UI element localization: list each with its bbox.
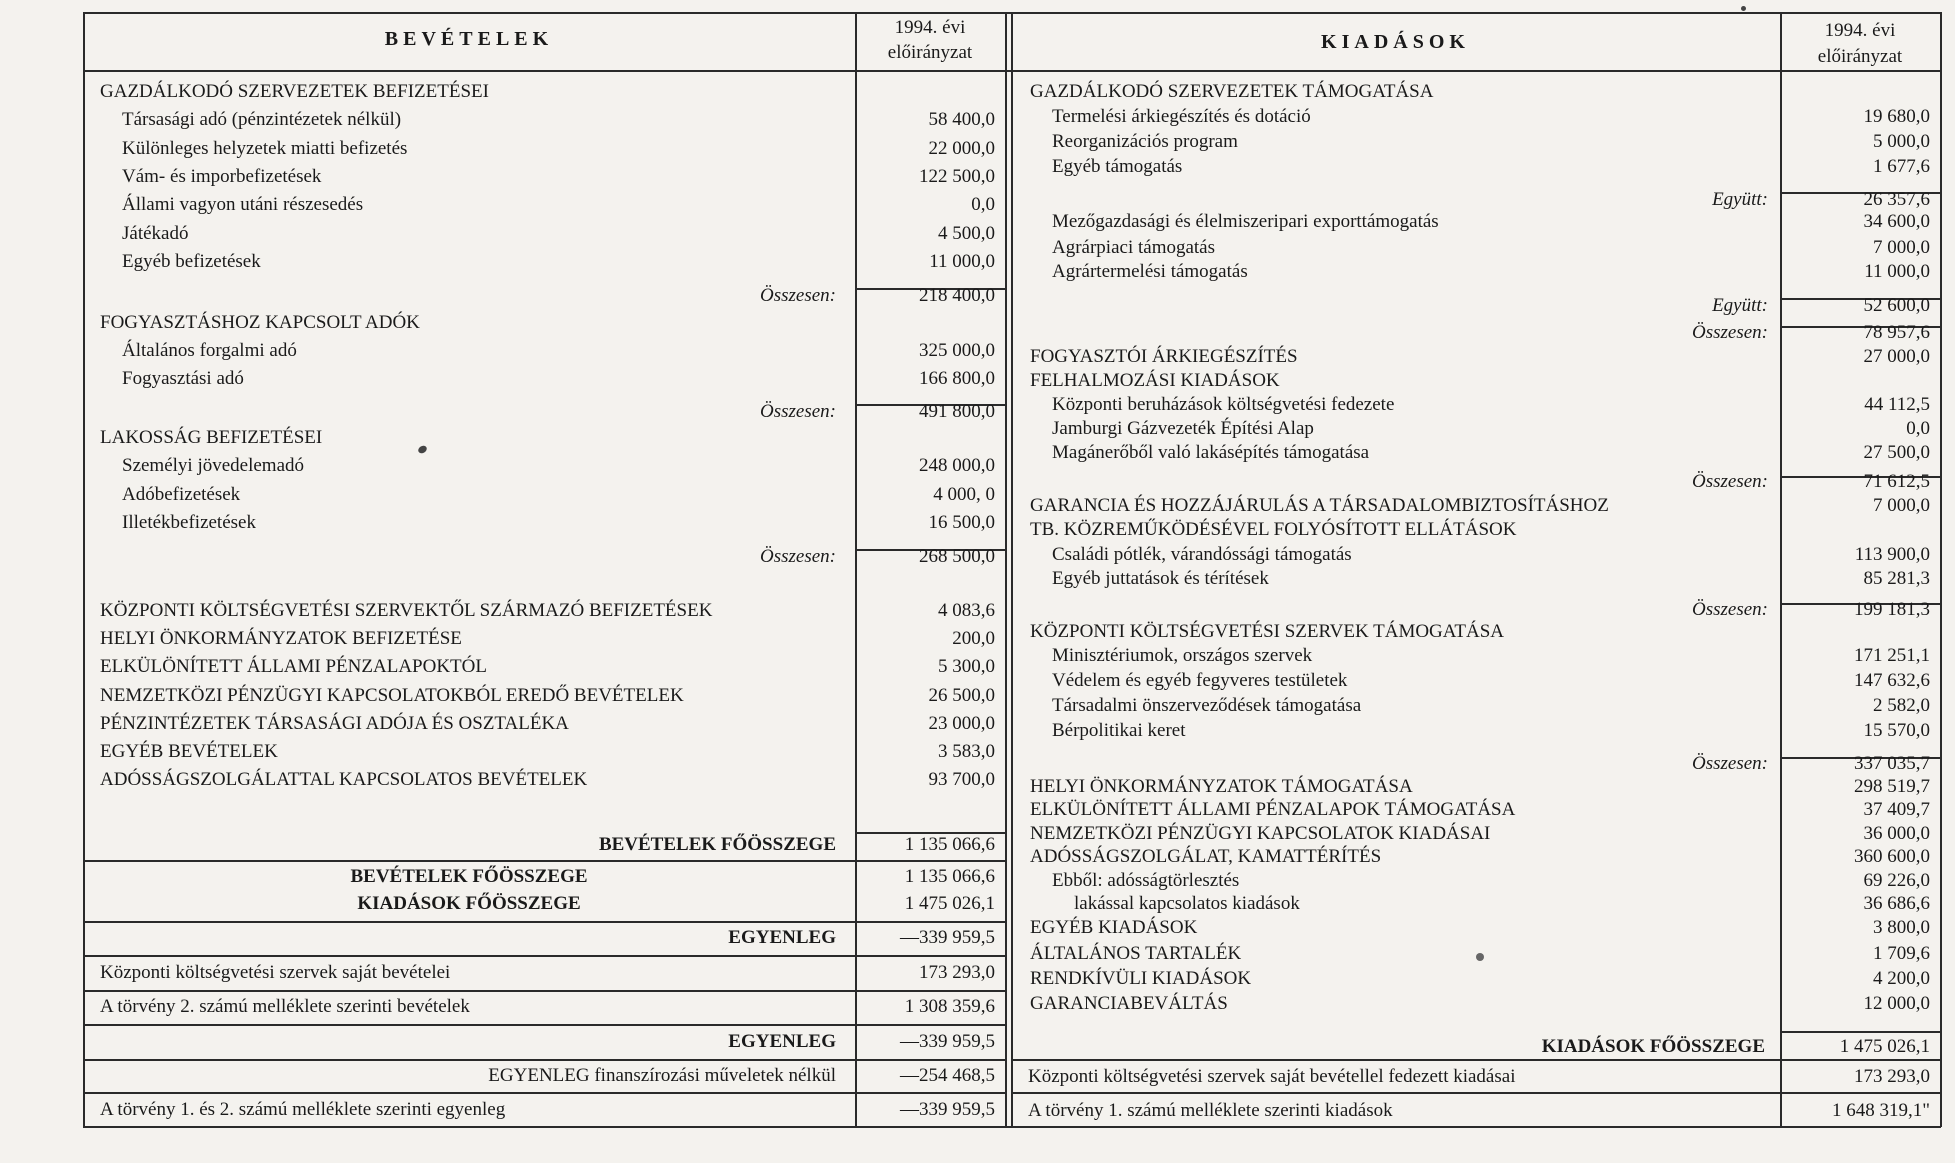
revenue-row-value: 4 000, 0: [933, 484, 995, 505]
annex2-revenue-label: A törvény 2. számú melléklete szerinti bevételek: [100, 996, 470, 1017]
expenditure-row-label: Minisztériumok, országos szervek: [1052, 645, 1313, 666]
balance-value-2: —339 959,5: [900, 1031, 995, 1052]
revenue-row-value: 268 500,0: [919, 546, 995, 567]
scan-speck: [1476, 953, 1484, 961]
balance-value-3: —254 468,5: [900, 1065, 995, 1086]
revenue-row-value: 325 000,0: [919, 340, 995, 361]
header-bottom-line: [83, 70, 1941, 72]
expenditure-header: KIADÁSOK: [1321, 31, 1470, 53]
expenditure-row-label: ÁLTALÁNOS TARTALÉK: [1030, 943, 1242, 964]
annex1-expenditure-value: 1 648 319,1": [1831, 1100, 1930, 1121]
column-divider-right: [1011, 12, 1013, 1127]
revenue-row-value: 3 583,0: [938, 741, 995, 762]
expenditure-row-value: 1 709,6: [1873, 943, 1930, 964]
revenue-subtotal-label: Összesen:: [760, 285, 836, 306]
expenditure-row-value: 27 500,0: [1863, 442, 1930, 463]
expenditure-row-label: Magánerőből való lakásépítés támogatása: [1052, 442, 1370, 463]
revenue-row-value: 93 700,0: [928, 769, 995, 790]
revenue-row-label: KÖZPONTI KÖLTSÉGVETÉSI SZERVEKTŐL SZÁRMAZÓ BEFIZETÉSEK: [100, 600, 713, 621]
annex1-expenditure-label: A törvény 1. számú melléklete szerinti kiadások: [1028, 1100, 1393, 1121]
expenditure-row-value: 7 000,0: [1873, 237, 1930, 258]
revenue-row-value: 122 500,0: [919, 166, 995, 187]
own-revenue-label: Központi költségvetési szervek saját bevételei: [100, 962, 451, 983]
expenditure-row-value: 4 200,0: [1873, 968, 1930, 989]
expenditure-subtotal-label: Összesen:: [1692, 471, 1768, 492]
expenditure-row-label: Mezőgazdasági és élelmiszeripari exporttámogatás: [1052, 211, 1439, 232]
expenditure-row-label: NEMZETKÖZI PÉNZÜGYI KAPCSOLATOK KIADÁSAI: [1030, 823, 1491, 844]
revenue-row-value: 0,0: [971, 194, 995, 215]
own-revenue-value: 173 293,0: [919, 962, 995, 983]
annex2-revenue-value: 1 308 359,6: [904, 996, 995, 1017]
revenue-row-value: 4 500,0: [938, 223, 995, 244]
revenue-row-label: Vám- és imporbefizetések: [122, 166, 322, 187]
left-rule-1: [83, 860, 1005, 862]
revenue-row-label: NEMZETKÖZI PÉNZÜGYI KAPCSOLATOKBÓL EREDŐ BEVÉTELEK: [100, 685, 684, 706]
expenditure-row-value: 199 181,3: [1854, 599, 1930, 620]
left-rule-7: [83, 1092, 1005, 1094]
expenditure-row-label: Egyéb támogatás: [1052, 156, 1183, 177]
right-subtotal-line-7: [1780, 1031, 1940, 1033]
balance-label-4: A törvény 1. és 2. számú melléklete szerinti egyenleg: [100, 1099, 506, 1120]
revenue-row-label: LAKOSSÁG BEFIZETÉSEI: [100, 427, 323, 448]
expenditure-row-value: 26 357,6: [1863, 189, 1930, 210]
expenditure-total-value: 1 475 026,1: [1839, 1036, 1930, 1057]
expenditure-row-value: 0,0: [1906, 418, 1930, 439]
expenditure-row-label: lakással kapcsolatos kiadások: [1074, 893, 1300, 914]
expenditure-row-value: 360 600,0: [1854, 846, 1930, 867]
expenditure-row-value: 19 680,0: [1863, 106, 1930, 127]
scan-speck: [417, 444, 428, 455]
revenue-row-value: 200,0: [952, 628, 995, 649]
revenue-row-value: 22 000,0: [928, 138, 995, 159]
left-year-header: 1994. évi: [894, 17, 966, 38]
right-rule-1: [1011, 1059, 1941, 1061]
revenue-row-label: HELYI ÖNKORMÁNYZATOK BEFIZETÉSE: [100, 628, 462, 649]
expenditure-row-value: 15 570,0: [1863, 720, 1930, 741]
revenue-row-value: 491 800,0: [919, 401, 995, 422]
revenue-row-value: 26 500,0: [928, 685, 995, 706]
expenditure-row-label: Agrárpiaci támogatás: [1052, 237, 1216, 258]
left-rule-3: [83, 955, 1005, 957]
revenue-row-value: 16 500,0: [928, 512, 995, 533]
revenue-row-label: Illetékbefizetések: [122, 512, 256, 533]
expenditure-row-value: 85 281,3: [1863, 568, 1930, 589]
expenditure-row-value: 113 900,0: [1854, 544, 1930, 565]
expenditure-row-value: 1 677,6: [1873, 156, 1930, 177]
revenue-row-label: Különleges helyzetek miatti befizetés: [122, 138, 408, 159]
expenditure-row-value: 44 112,5: [1864, 394, 1930, 415]
revenue-row-value: 218 400,0: [919, 285, 995, 306]
expenditure-row-label: GARANCIA ÉS HOZZÁJÁRULÁS A TÁRSADALOMBIZTOSÍTÁSHOZ: [1030, 495, 1609, 516]
revenue-row-value: 23 000,0: [928, 713, 995, 734]
expenditure-row-label: Központi beruházások költségvetési fedezete: [1052, 394, 1395, 415]
left-estimate-header: előirányzat: [887, 42, 973, 63]
expenditure-row-value: 52 600,0: [1863, 295, 1930, 316]
expenditure-row-label: GARANCIABEVÁLTÁS: [1030, 993, 1228, 1014]
revenue-row-label: Adóbefizetések: [122, 484, 241, 505]
expenditure-row-value: 5 000,0: [1873, 131, 1930, 152]
left-rule-4: [83, 990, 1005, 992]
revenue-row-label: Társasági adó (pénzintézetek nélkül): [122, 109, 402, 130]
balance-value-1: —339 959,5: [900, 927, 995, 948]
expenditure-row-label: Társadalmi önszerveződések támogatása: [1052, 695, 1362, 716]
summary-revenue-label: BEVÉTELEK FŐÖSSZEGE: [350, 866, 588, 887]
revenue-row-label: PÉNZINTÉZETEK TÁRSASÁGI ADÓJA ÉS OSZTALÉKA: [100, 713, 569, 734]
expenditure-row-value: 36 686,6: [1863, 893, 1930, 914]
expenditure-total-label: KIADÁSOK FŐÖSSZEGE: [1541, 1036, 1765, 1057]
revenue-row-label: FOGYASZTÁSHOZ KAPCSOLT ADÓK: [100, 312, 420, 333]
summary-revenue-value: 1 135 066,6: [904, 866, 995, 887]
balance-value-4: —339 959,5: [900, 1099, 995, 1120]
expenditure-row-label: Termelési árkiegészítés és dotáció: [1052, 106, 1311, 127]
expenditure-subtotal-label: Összesen:: [1692, 753, 1768, 774]
revenue-row-label: Általános forgalmi adó: [122, 340, 297, 361]
left-rule-5: [83, 1024, 1005, 1026]
revenue-row-label: ELKÜLÖNÍTETT ÁLLAMI PÉNZALAPOKTÓL: [100, 656, 487, 677]
revenue-row-label: Játékadó: [122, 223, 189, 244]
expenditure-row-value: 298 519,7: [1854, 776, 1930, 797]
own-expenditure-value: 173 293,0: [1854, 1066, 1930, 1087]
revenue-row-label: Személyi jövedelemadó: [122, 455, 305, 476]
right-estimate-header: előirányzat: [1817, 46, 1903, 67]
expenditure-row-label: Bérpolitikai keret: [1052, 720, 1186, 741]
revenue-row-label: Egyéb befizetések: [122, 251, 261, 272]
revenue-total-label: BEVÉTELEK FŐÖSSZEGE: [598, 834, 836, 855]
expenditure-subtotal-label: Összesen:: [1692, 599, 1768, 620]
summary-expenditure-label: KIADÁSOK FŐÖSSZEGE: [357, 893, 581, 914]
expenditure-row-value: 7 000,0: [1873, 495, 1930, 516]
expenditure-row-value: 11 000,0: [1864, 261, 1930, 282]
expenditure-subtotal-label: Összesen:: [1692, 322, 1768, 343]
right-year-header: 1994. évi: [1824, 20, 1896, 41]
expenditure-row-value: 27 000,0: [1863, 346, 1930, 367]
expenditure-row-value: 147 632,6: [1854, 670, 1930, 691]
expenditure-row-label: RENDKÍVÜLI KIADÁSOK: [1030, 968, 1252, 989]
expenditure-row-value: 171 251,1: [1854, 645, 1930, 666]
revenue-row-label: Fogyasztási adó: [122, 368, 244, 389]
own-expenditure-label: Központi költségvetési szervek saját bevétellel fedezett kiadásai: [1028, 1066, 1516, 1087]
expenditure-row-label: Családi pótlék, várandóssági támogatás: [1052, 544, 1352, 565]
expenditure-row-value: 2 582,0: [1873, 695, 1930, 716]
expenditure-row-label: Egyéb juttatások és térítések: [1052, 568, 1269, 589]
expenditure-row-value: 69 226,0: [1863, 870, 1930, 891]
expenditure-row-label: FOGYASZTÓI ÁRKIEGÉSZÍTÉS: [1030, 346, 1298, 367]
left-rule-2: [83, 921, 1005, 923]
scan-speck: [1741, 6, 1746, 11]
expenditure-row-label: Ebből: adósságtörlesztés: [1052, 870, 1240, 891]
revenue-row-label: Állami vagyon utáni részesedés: [122, 194, 364, 215]
frame-left: [83, 12, 85, 1127]
expenditure-row-label: Agrártermelési támogatás: [1052, 261, 1248, 282]
expenditure-row-label: TB. KÖZREMŰKÖDÉSÉVEL FOLYÓSÍTOTT ELLÁTÁSOK: [1030, 519, 1517, 540]
revenue-row-value: 166 800,0: [919, 368, 995, 389]
expenditure-row-label: EGYÉB KIADÁSOK: [1030, 917, 1198, 938]
expenditure-row-value: 3 800,0: [1873, 917, 1930, 938]
expenditure-row-value: 337 035,7: [1854, 753, 1930, 774]
expenditure-row-label: ADÓSSÁGSZOLGÁLAT, KAMATTÉRÍTÉS: [1030, 846, 1382, 867]
expenditure-subtotal-label: Együtt:: [1712, 189, 1768, 210]
expenditure-row-value: 71 612,5: [1863, 471, 1930, 492]
revenue-row-value: 5 300,0: [938, 656, 995, 677]
expenditure-row-value: 36 000,0: [1863, 823, 1930, 844]
balance-label-1: EGYENLEG: [728, 927, 836, 948]
expenditure-row-label: HELYI ÖNKORMÁNYZATOK TÁMOGATÁSA: [1030, 776, 1413, 797]
revenue-row-value: 11 000,0: [929, 251, 995, 272]
expenditure-row-label: Védelem és egyéb fegyveres testületek: [1052, 670, 1348, 691]
revenue-subtotal-label: Összesen:: [760, 401, 836, 422]
revenue-row-label: GAZDÁLKODÓ SZERVEZETEK BEFIZETÉSEI: [100, 81, 489, 102]
revenue-row-label: EGYÉB BEVÉTELEK: [100, 741, 278, 762]
expenditure-row-label: GAZDÁLKODÓ SZERVEZETEK TÁMOGATÁSA: [1030, 81, 1434, 102]
right-rule-2: [1011, 1092, 1941, 1094]
expenditure-row-label: Jamburgi Gázvezeték Építési Alap: [1052, 418, 1314, 439]
revenue-total-value: 1 135 066,6: [904, 834, 995, 855]
revenue-subtotal-label: Összesen:: [760, 546, 836, 567]
revenue-header: BEVÉTELEK: [384, 28, 554, 50]
expenditure-row-value: 37 409,7: [1863, 799, 1930, 820]
frame-right: [1940, 12, 1942, 1127]
balance-label-3: EGYENLEG finanszírozási műveletek nélkül: [488, 1065, 836, 1086]
expenditure-row-value: 78 957,6: [1863, 322, 1930, 343]
summary-expenditure-value: 1 475 026,1: [904, 893, 995, 914]
balance-label-2: EGYENLEG: [728, 1031, 836, 1052]
expenditure-row-label: ELKÜLÖNÍTETT ÁLLAMI PÉNZALAPOK TÁMOGATÁSA: [1030, 799, 1516, 820]
left-rule-6: [83, 1059, 1005, 1061]
expenditure-row-value: 12 000,0: [1863, 993, 1930, 1014]
revenue-row-label: ADÓSSÁGSZOLGÁLATTAL KAPCSOLATOS BEVÉTELEK: [100, 769, 588, 790]
expenditure-subtotal-label: Együtt:: [1712, 295, 1768, 316]
expenditure-row-label: KÖZPONTI KÖLTSÉGVETÉSI SZERVEK TÁMOGATÁSA: [1030, 621, 1505, 642]
expenditure-row-label: Reorganizációs program: [1052, 131, 1238, 152]
revenue-row-value: 4 083,6: [938, 600, 995, 621]
column-divider-left: [1005, 12, 1007, 1127]
revenue-row-value: 248 000,0: [919, 455, 995, 476]
expenditure-row-label: FELHALMOZÁSI KIADÁSOK: [1030, 370, 1280, 391]
revenue-row-value: 58 400,0: [928, 109, 995, 130]
expenditure-row-value: 34 600,0: [1863, 211, 1930, 232]
